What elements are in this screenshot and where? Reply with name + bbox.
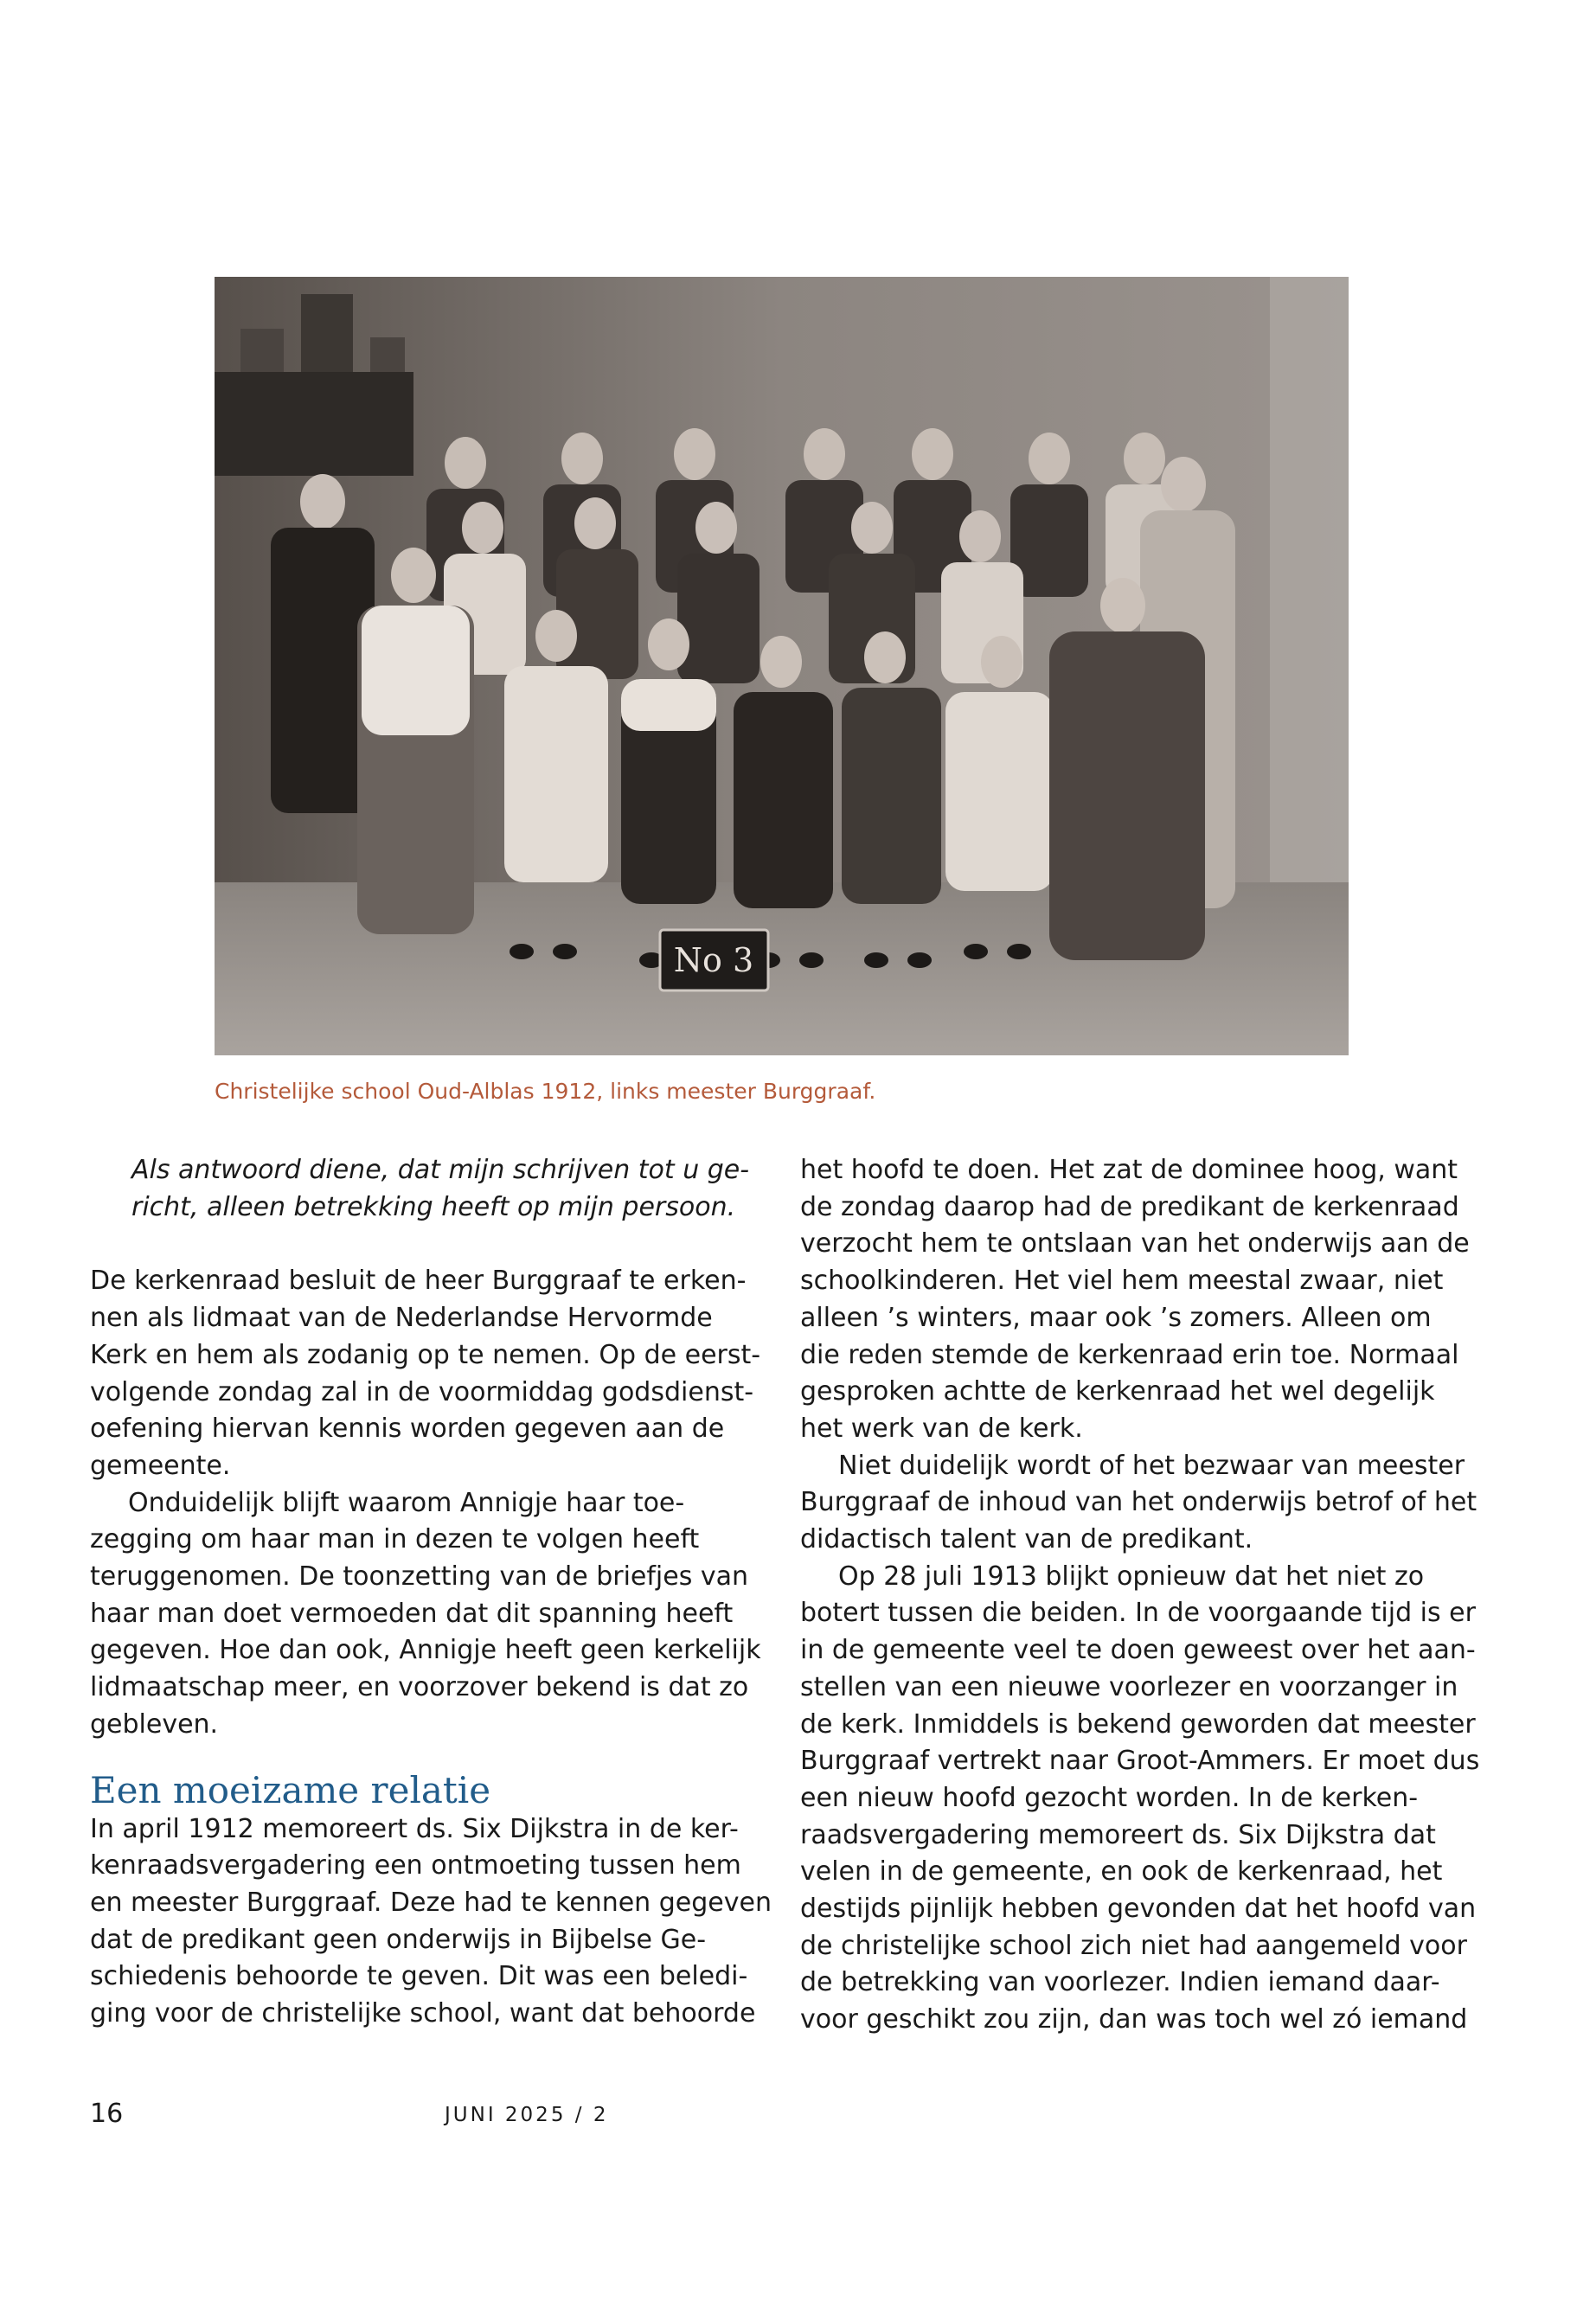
right-column [800, 1152, 1480, 2039]
slate-board-text: No 3 [673, 941, 754, 979]
text-line: het hoofd te doen. Het zat de dominee hoog, want [800, 1155, 1458, 1185]
text-line: Burggraaf vertrekt naar Groot-Ammers. Er moet dus [800, 1746, 1480, 1777]
text-line: Onduidelijk blijft waarom Annigje haar toe- [128, 1487, 685, 1518]
text-line: De kerkenraad besluit de heer Burggraaf te erken- [90, 1266, 747, 1297]
text-line: raadsvergadering memoreert ds. Six Dijkstra dat [800, 1819, 1436, 1850]
text-line: nen als lidmaat van de Nederlandse Hervormde [90, 1303, 713, 1334]
text-line: volgende zondag zal in de voormiddag godsdienst- [90, 1376, 754, 1407]
quote-line: Als antwoord diene, dat mijn schrijven tot u ge- [131, 1155, 750, 1185]
text-line: gebleven. [90, 1708, 219, 1740]
text-line: schoolkinderen. Het viel hem meestal zwaar, niet [800, 1266, 1444, 1297]
paragraph [800, 1448, 1475, 1559]
paragraph [800, 1152, 1475, 1448]
text-line: kenraadsvergadering een ontmoeting tussen hem [90, 1850, 741, 1881]
text-line: in de gemeente veel te doen geweest over het aan- [800, 1635, 1476, 1666]
text-line: die reden stemde de kerkenraad erin toe. Normaal [800, 1339, 1459, 1370]
quote-line: richt, alleen betrekking heeft op mijn persoon. [131, 1191, 736, 1222]
photo-caption: Christelijke school Oud-Alblas 1912, links meester Burggraaf. [215, 1079, 876, 1104]
text-line: oefening hiervan kennis worden gegeven aan de [90, 1413, 725, 1445]
text-line: zegging om haar man in dezen te volgen heeft [90, 1524, 700, 1555]
text-line: Op 28 juli 1913 blijkt opnieuw dat het niet zo [838, 1561, 1425, 1592]
paragraph [90, 1811, 772, 2033]
text-line: In april 1912 memoreert ds. Six Dijkstra in de ker- [90, 1813, 739, 1844]
text-line: schiedenis behoorde te geven. Dit was een beledi- [90, 1961, 748, 1992]
text-line: destijds pijnlijk hebben gevonden dat het hoofd van [800, 1894, 1477, 1925]
paragraph [90, 1263, 765, 1484]
text-line: het werk van de kerk. [800, 1413, 1083, 1444]
text-line: de christelijke school zich niet had aangemeld voor [800, 1930, 1467, 1961]
paragraph [90, 1485, 765, 1744]
text-line: verzocht hem te ontslaan van het onderwijs aan de [800, 1228, 1470, 1259]
text-line: alleen ’s winters, maar ook ’s zomers. Alleen om [800, 1302, 1432, 1333]
page-number: 16 [90, 2099, 124, 2129]
text-line: gemeente. [90, 1450, 231, 1481]
text-line: de zondag daarop had de predikant de kerkenraad [800, 1191, 1459, 1222]
group-photo-icon [215, 277, 1349, 1055]
school-class-photo [215, 277, 1349, 1055]
text-line: botert tussen die beiden. In de voorgaande tijd is er [800, 1598, 1476, 1629]
text-line: voor geschikt zou zijn, dan was toch wel zó iemand [800, 2004, 1468, 2035]
text-line: Kerk en hem als zodanig op te nemen. Op de eerst- [90, 1339, 761, 1370]
text-line: lidmaatschap meer, en voorzover bekend is dat zo [90, 1672, 749, 1703]
text-line: gegeven. Hoe dan ook, Annigje heeft geen kerkelijk [90, 1635, 761, 1666]
text-line: haar man doet vermoeden dat dit spanning heeft [90, 1598, 734, 1629]
text-line: een nieuw hoofd gezocht worden. In de kerken- [800, 1782, 1419, 1813]
text-line: Burggraaf de inhoud van het onderwijs betrof of het [800, 1487, 1477, 1518]
issue-label: JUNI 2025 / 2 [445, 2104, 609, 2126]
text-line: stellen van een nieuwe voorlezer en voorzanger in [800, 1671, 1458, 1702]
quote-block [90, 1152, 765, 1226]
text-line: de betrekking van voorlezer. Indien iemand daar- [800, 1967, 1440, 1998]
text-line: de kerk. Inmiddels is bekend geworden dat meester [800, 1708, 1476, 1740]
text-line: teruggenomen. De toonzetting van de briefjes van [90, 1561, 749, 1593]
paragraph [800, 1559, 1480, 2039]
text-line: didactisch talent van de predikant. [800, 1524, 1253, 1555]
text-line: en meester Burggraaf. Deze had te kennen gegeven [90, 1887, 772, 1918]
text-line: velen in de gemeente, en ook de kerkenraad, het [800, 1856, 1443, 1888]
left-column [90, 1152, 772, 2033]
text-line: Niet duidelijk wordt of het bezwaar van meester [838, 1450, 1465, 1481]
text-line: gesproken achtte de kerkenraad het wel degelijk [800, 1376, 1435, 1407]
text-line: dat de predikant geen onderwijs in Bijbelse Ge- [90, 1924, 707, 1955]
section-heading: Een moeizame relatie [90, 1768, 491, 1811]
text-line: ging voor de christelijke school, want dat behoorde [90, 1998, 756, 2029]
